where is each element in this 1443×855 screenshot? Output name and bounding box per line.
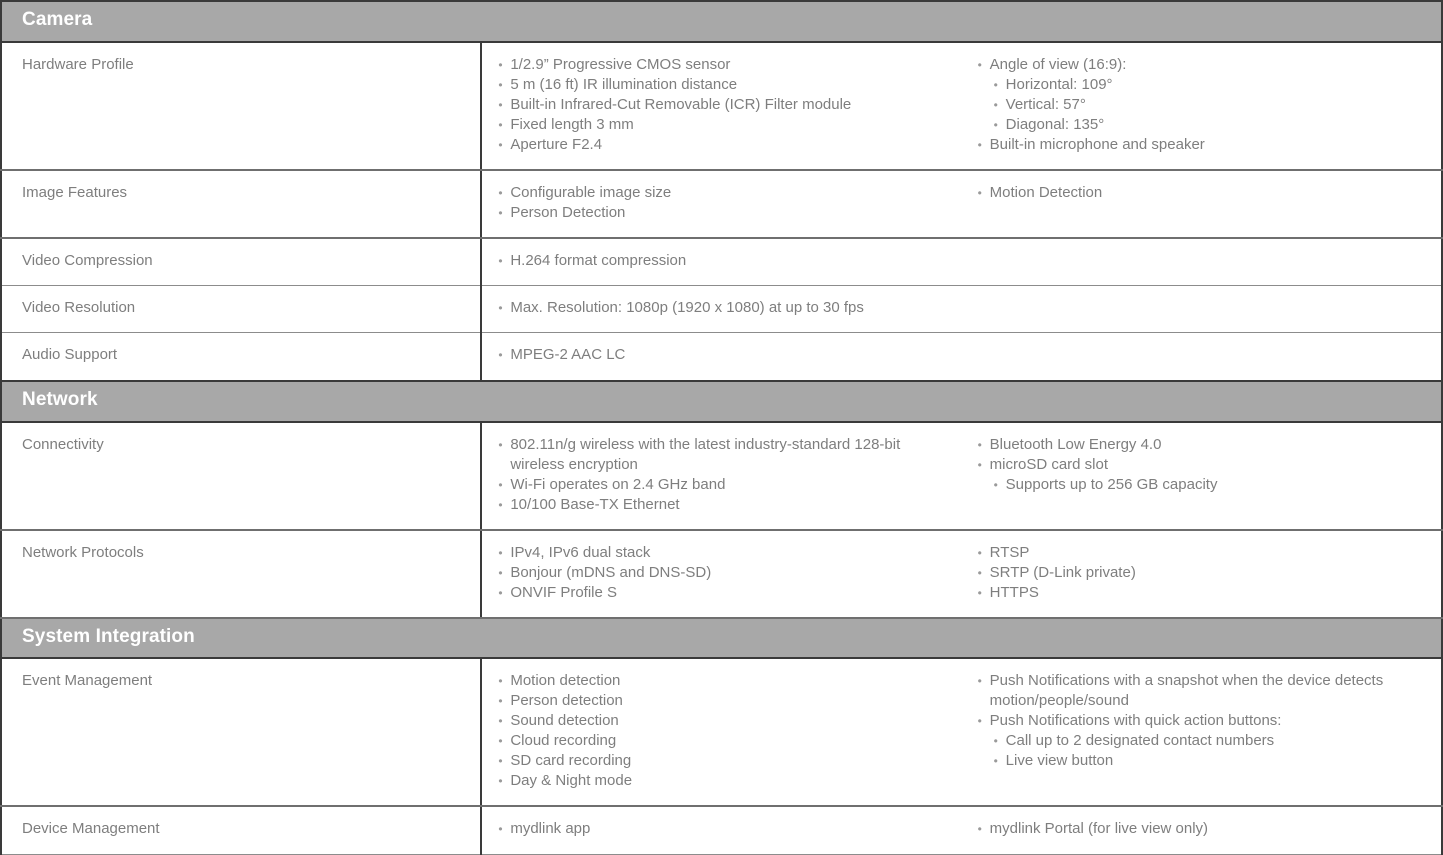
spec-bullet-text: • Call up to 2 designated contact numbers [1005, 732, 1275, 750]
section-header-system-integration [1, 618, 1442, 659]
spec-bullet-text: • Supports up to 256 GB capacity [1005, 475, 1218, 493]
spec-bullet-text: • Cloud recording [510, 732, 617, 750]
spec-bullet-item [976, 183, 1427, 203]
table-row [1, 422, 1442, 530]
row-label-hardware-profile: Hardware Profile [1, 42, 481, 170]
spec-bullet-item [496, 691, 947, 711]
spec-bullet-text: • Motion detection [510, 672, 621, 690]
spec-bullet-subitem [990, 95, 1427, 115]
spec-bullet-text: • SD card recording [510, 752, 632, 770]
spec-bullet-text: • microSD card slot [989, 455, 1109, 473]
spec-bullet-item [976, 583, 1427, 603]
spec-bullet-text: • Diagonal: 135° [1005, 115, 1105, 133]
row-spec-secondary [962, 286, 1442, 333]
spec-bullet-item [496, 135, 947, 155]
row-label-connectivity: Connectivity [1, 422, 481, 530]
row-label-network-protocols: Network Protocols [1, 530, 481, 618]
table-row [1, 658, 1442, 806]
spec-bullet-text: • Fixed length 3 mm [510, 115, 634, 133]
spec-bullet-item [496, 711, 947, 731]
spec-bullet-text: • mydlink Portal (for live view only) [989, 820, 1209, 838]
section-header-cell [1, 1, 1442, 42]
spec-bullet-text: • Vertical: 57° [1005, 95, 1086, 113]
row-spec-secondary [962, 238, 1442, 286]
spec-bullet-item [976, 543, 1427, 563]
spec-bullet-item [976, 711, 1427, 771]
spec-bullet-text: • Person Detection [510, 203, 626, 221]
spec-bullet-item [976, 563, 1427, 583]
spec-bullet-text: • RTSP [989, 543, 1030, 561]
spec-bullet-subitem [990, 731, 1427, 751]
spec-bullet-item [496, 671, 947, 691]
spec-bullet-item [496, 751, 947, 771]
row-label-image-features: Image Features [1, 170, 481, 238]
section-header-title: Camera [22, 9, 93, 30]
spec-bullet-item [496, 95, 947, 115]
spec-bullet-item [496, 298, 947, 318]
spec-bullet-item [496, 75, 947, 95]
spec-bullet-list [976, 183, 1427, 203]
spec-bullet-text: • MPEG-2 AAC LC [510, 346, 626, 364]
spec-bullet-item [496, 543, 947, 563]
table-row [1, 238, 1442, 286]
section-header-cell [1, 618, 1442, 659]
spec-bullet-text: • H.264 format compression [510, 251, 687, 269]
spec-bullet-item [496, 563, 947, 583]
spec-bullet-item [496, 251, 947, 271]
spec-bullet-sublist [990, 475, 1427, 495]
table-row [1, 806, 1442, 854]
spec-bullet-text: • 802.11n/g wireless with the latest industry-standard 128-bit wireless encryption [510, 435, 901, 473]
spec-bullet-item [496, 345, 947, 365]
spec-bullet-text: • ONVIF Profile S [510, 583, 618, 601]
spec-bullet-item [496, 495, 947, 515]
spec-bullet-item [976, 671, 1427, 711]
row-label-video-compression: Video Compression [1, 238, 481, 286]
row-spec-primary [481, 170, 961, 238]
spec-bullet-text: • Push Notifications with a snapshot when the device detects motion/people/sound [989, 672, 1384, 710]
spec-bullet-text: • Person detection [510, 692, 623, 710]
spec-bullet-list [496, 251, 947, 271]
table-row [1, 530, 1442, 618]
spec-bullet-text: • IPv4, IPv6 dual stack [510, 543, 651, 561]
row-spec-secondary [962, 170, 1442, 238]
spec-bullet-list [976, 55, 1427, 155]
spec-bullet-text: • Live view button [1005, 752, 1114, 770]
section-header-cell [1, 381, 1442, 422]
spec-bullet-item [496, 203, 947, 223]
row-label-event-management: Event Management [1, 658, 481, 806]
spec-bullet-text: • Built-in Infrared-Cut Removable (ICR) Filter module [510, 95, 852, 113]
spec-bullet-text: • mydlink app [510, 820, 591, 838]
spec-bullet-subitem [990, 75, 1427, 95]
spec-bullet-text: • Sound detection [510, 712, 619, 730]
table-row [1, 286, 1442, 333]
row-spec-primary [481, 658, 961, 806]
spec-bullet-item [496, 435, 947, 475]
spec-bullet-text: • 1/2.9” Progressive CMOS sensor [510, 55, 731, 73]
specification-table-body [1, 1, 1442, 854]
spec-bullet-text: • Bluetooth Low Energy 4.0 [989, 435, 1162, 453]
spec-bullet-text: • Push Notifications with quick action buttons: [989, 712, 1282, 730]
spec-bullet-subitem [990, 751, 1427, 771]
table-row [1, 42, 1442, 170]
spec-bullet-list [496, 183, 947, 223]
spec-bullet-text: • Configurable image size [510, 183, 672, 201]
spec-bullet-list [976, 819, 1427, 839]
spec-bullet-item [976, 135, 1427, 155]
row-spec-secondary [962, 806, 1442, 854]
spec-bullet-subitem [990, 475, 1427, 495]
row-label-video-resolution: Video Resolution [1, 286, 481, 333]
spec-bullet-list [496, 671, 947, 791]
spec-bullet-text: • Wi-Fi operates on 2.4 GHz band [510, 475, 726, 493]
spec-bullet-list [976, 671, 1427, 771]
spec-bullet-text: • HTTPS [989, 583, 1039, 601]
spec-bullet-list [496, 435, 947, 515]
spec-bullet-subitem [990, 115, 1427, 135]
spec-bullet-item [976, 55, 1427, 135]
spec-bullet-text: • Built-in microphone and speaker [989, 135, 1205, 153]
spec-bullet-list [496, 298, 947, 318]
row-label-device-management: Device Management [1, 806, 481, 854]
spec-bullet-item [496, 115, 947, 135]
spec-bullet-list [496, 543, 947, 603]
row-spec-primary [481, 333, 961, 381]
spec-bullet-list [496, 55, 947, 155]
spec-bullet-item [976, 819, 1427, 839]
spec-bullet-item [496, 771, 947, 791]
spec-bullet-text: • Bonjour (mDNS and DNS-SD) [510, 563, 712, 581]
spec-bullet-text: • Day & Night mode [510, 772, 633, 790]
spec-bullet-item [496, 183, 947, 203]
spec-bullet-item [496, 475, 947, 495]
row-spec-primary [481, 530, 961, 618]
row-spec-primary [481, 238, 961, 286]
row-spec-secondary [962, 333, 1442, 381]
row-spec-primary [481, 806, 961, 854]
spec-bullet-item [496, 731, 947, 751]
spec-bullet-text: • Max. Resolution: 1080p (1920 x 1080) at up to 30 fps [510, 299, 864, 317]
row-spec-secondary [962, 658, 1442, 806]
spec-bullet-list [976, 435, 1427, 495]
row-spec-secondary [962, 422, 1442, 530]
spec-bullet-item [496, 55, 947, 75]
spec-bullet-text: • 5 m (16 ft) IR illumination distance [510, 75, 738, 93]
table-row [1, 333, 1442, 381]
section-header-camera [1, 1, 1442, 42]
spec-bullet-item [976, 455, 1427, 495]
row-spec-secondary [962, 530, 1442, 618]
spec-bullet-item [496, 583, 947, 603]
section-header-network [1, 381, 1442, 422]
row-label-audio-support: Audio Support [1, 333, 481, 381]
spec-bullet-text: • Horizontal: 109° [1005, 75, 1113, 93]
row-spec-secondary [962, 42, 1442, 170]
row-spec-primary [481, 422, 961, 530]
spec-bullet-text: • Angle of view (16:9): [989, 55, 1127, 73]
spec-bullet-text: • Aperture F2.4 [510, 135, 603, 153]
row-spec-primary [481, 42, 961, 170]
spec-bullet-sublist [990, 75, 1427, 135]
spec-bullet-list [976, 543, 1427, 603]
row-spec-primary [481, 286, 961, 333]
section-header-title: Network [22, 388, 98, 410]
spec-bullet-list [496, 345, 947, 365]
spec-bullet-sublist [990, 731, 1427, 771]
spec-bullet-text: • Motion Detection [989, 183, 1103, 201]
spec-bullet-item [976, 435, 1427, 455]
spec-bullet-list [496, 819, 947, 839]
spec-bullet-item [496, 819, 947, 839]
section-header-title: System Integration [22, 625, 195, 647]
table-row [1, 170, 1442, 238]
spec-bullet-text: • 10/100 Base-TX Ethernet [510, 495, 680, 513]
spec-bullet-text: • SRTP (D-Link private) [989, 563, 1136, 581]
